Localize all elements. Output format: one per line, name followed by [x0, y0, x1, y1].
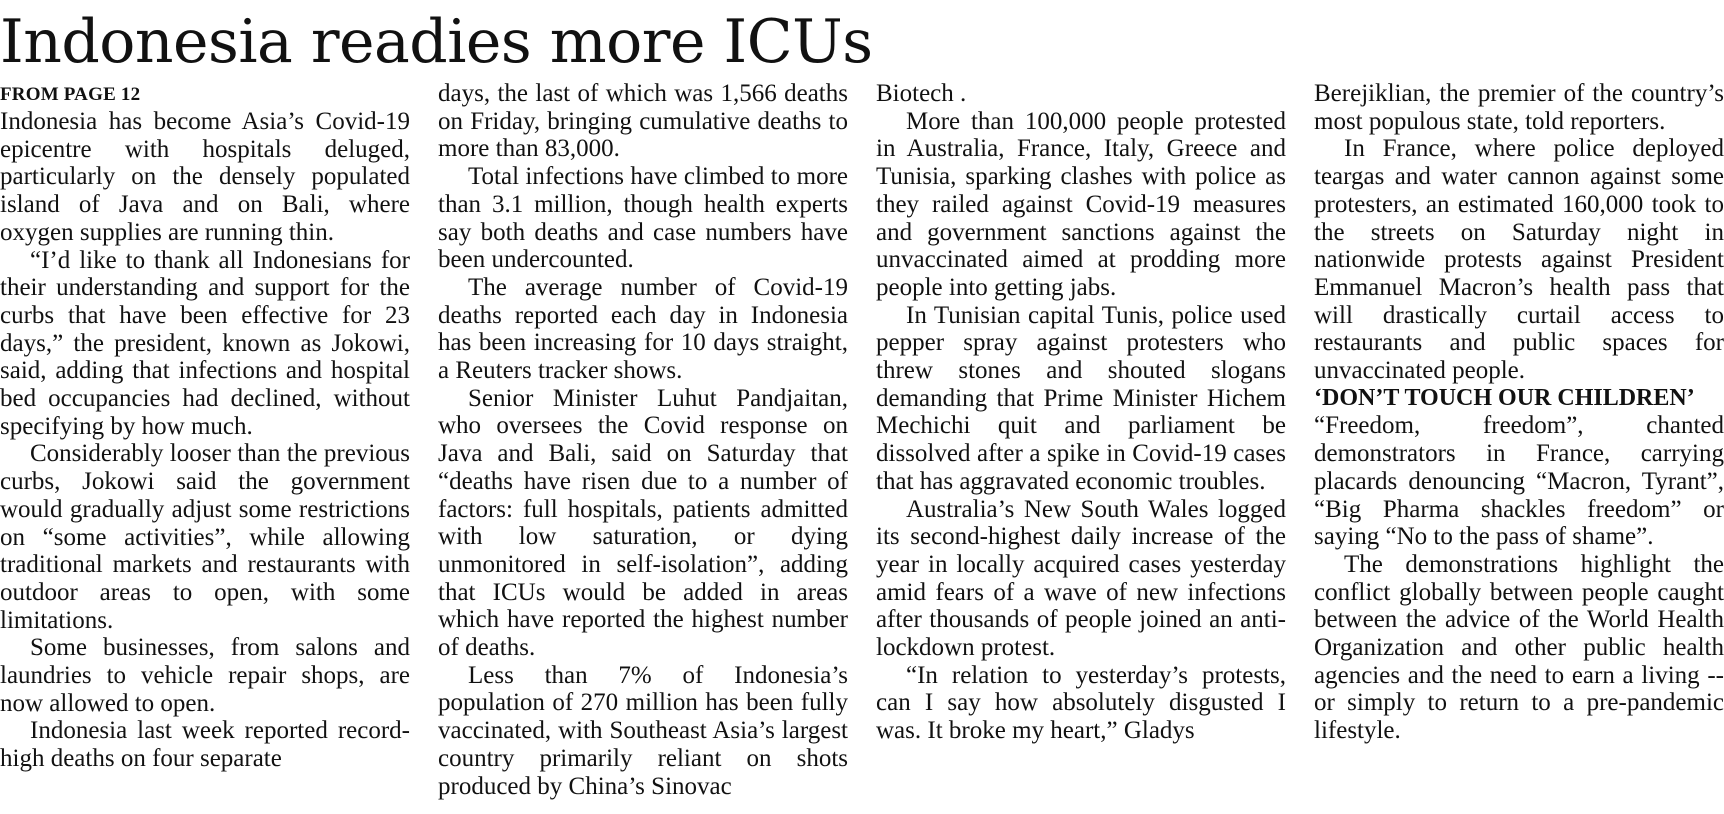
paragraph: In Tunisian capital Tunis, police used pepper spray against protesters who threw stones and shouted slogans demanding that Prime Minister Hichem Mechichi quit and parliament be dissolved after a spike in Covid-19 cases that has aggravated economic troubles.: [876, 301, 1286, 495]
kicker-from-page: FROM PAGE 12: [0, 84, 141, 105]
paragraph: Some businesses, from salons and laundries to vehicle repair shops, are now allowed to open.: [0, 634, 410, 717]
paragraph: Berejiklian, the premier of the country’s most populous state, told reporters.: [1314, 80, 1724, 135]
paragraph: “I’d like to thank all Indonesians for their understanding and support for the curbs that have been effective for 23 days,” the president, known as Jokowi, said, adding that infections and hospital bed occupancies had declined, without specifying by how much.: [0, 246, 410, 440]
paragraph: Considerably looser than the previous curbs, Jokowi said the government would gradually adjust some restrictions on “some activities”, while allowing traditional markets and restaurants with outdoor areas to open, with some limitations.: [0, 440, 410, 634]
paragraph: Less than 7% of Indonesia’s population of 270 million has been fully vaccinated, with Southeast Asia’s largest country primarily reliant on shots produced by China’s Sinovac: [438, 661, 848, 800]
article-column-2: [438, 80, 848, 800]
paragraph: Australia’s New South Wales logged its second-highest daily increase of the year in locally acquired cases yesterday amid fears of a wave of new infections after thousands of people joined an anti-lockdown protest.: [876, 495, 1286, 662]
paragraph: The demonstrations highlight the conflict globally between people caught between the advice of the World Health Organization and other public health agencies and the need to earn a living -- or simply to return to a pre-pandemic lifestyle.: [1314, 550, 1724, 745]
paragraph: Indonesia last week reported record-high deaths on four separate: [0, 717, 410, 773]
paragraph: Senior Minister Luhut Pandjaitan, who oversees the Covid response on Java and Bali, said on Saturday that “deaths have risen due to a number of factors: full hospitals, patients admitted with low saturation, or dying unmonitored in self-isolation”, adding that ICUs would be added in areas which have reported the highest number of deaths.: [438, 384, 848, 662]
subheading: ‘DON’T TOUCH OUR CHILDREN’: [1314, 384, 1695, 411]
article-column-4: [1314, 80, 1724, 745]
paragraph: “Freedom, freedom”, chanted demonstrators in France, carrying placards denouncing “Macron, Tyrant”, “Big Pharma shackles freedom” or saying “No to the pass of shame”.: [1314, 412, 1724, 551]
article-column-1: [0, 80, 410, 773]
paragraph: Total infections have climbed to more than 3.1 million, though health experts say both deaths and case numbers have been undercounted.: [438, 163, 848, 274]
article-column-3: [876, 80, 1286, 745]
paragraph: More than 100,000 people protested in Australia, France, Italy, Greece and Tunisia, sparking clashes with police as they railed against Covid-19 measures and government sanctions against the unvaccinated aimed at prodding more people into getting jabs.: [876, 107, 1286, 301]
paragraph: The average number of Covid-19 deaths reported each day in Indonesia has been increasing for 10 days straight, a Reuters tracker shows.: [438, 273, 848, 385]
paragraph: Biotech .: [876, 80, 967, 107]
paragraph: days, the last of which was 1,566 deaths on Friday, bringing cumulative deaths to more than 83,000.: [438, 80, 848, 163]
paragraph: “In relation to yesterday’s protests, can I say how absolutely disgusted I was. It broke my heart,” Gladys: [876, 661, 1286, 745]
paragraph: In France, where police deployed teargas and water cannon against some protesters, an estimated 160,000 took to the streets on Saturday night in nationwide protests against President Emmanuel Macron’s health pass that will drastically curtail access to restaurants and public spaces for unvaccinated people.: [1314, 135, 1724, 385]
paragraph: Indonesia has become Asia’s Covid-19 epicentre with hospitals deluged, particularly on the densely populated island of Java and on Bali, where oxygen supplies are running thin.: [0, 108, 410, 246]
headline: Indonesia readies more ICUs: [0, 7, 873, 77]
